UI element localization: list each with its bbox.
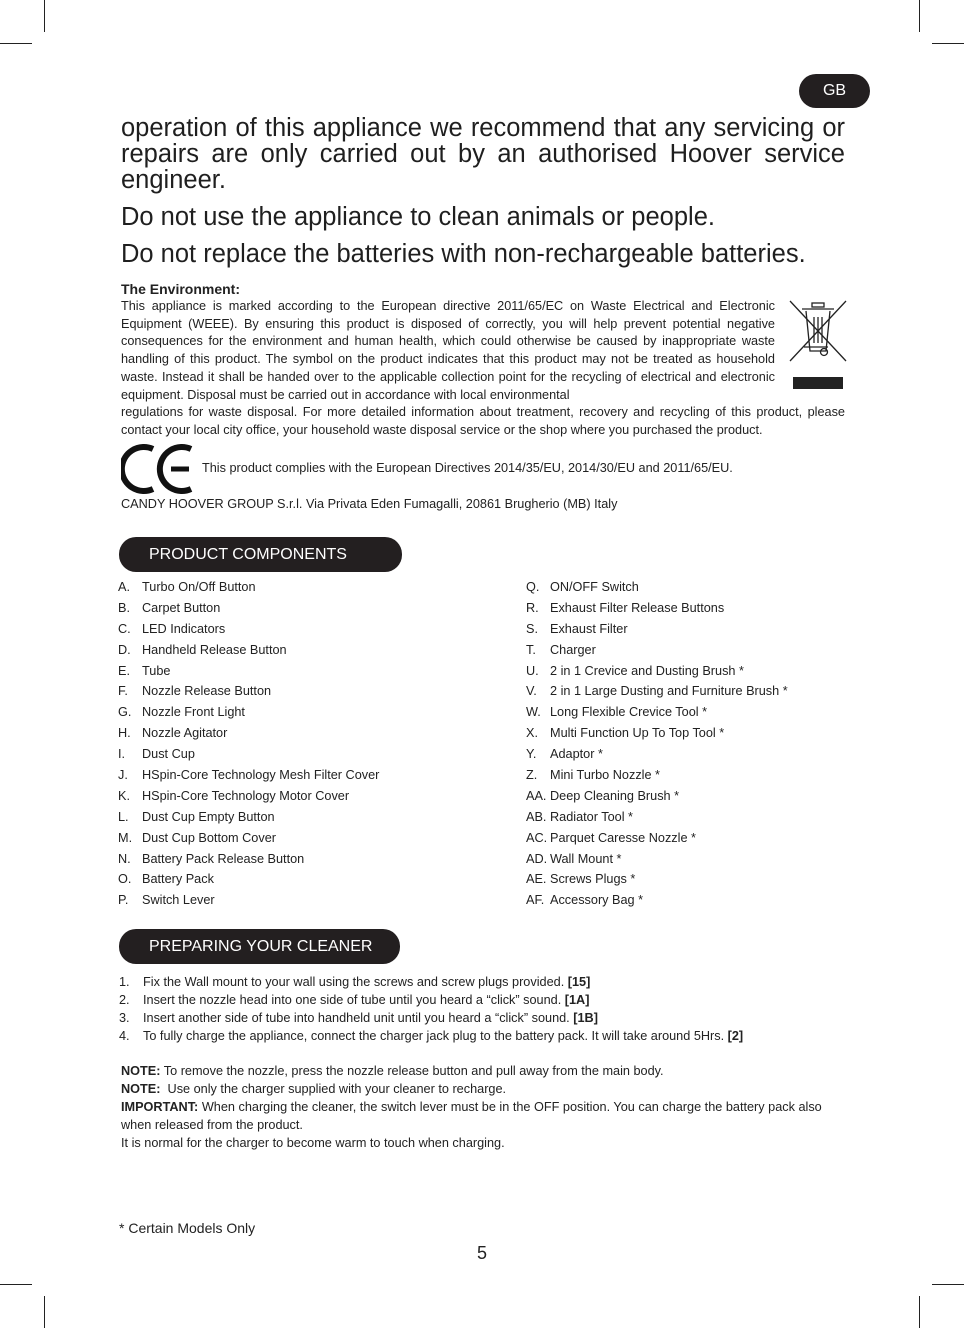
list-item [526, 828, 788, 849]
note-label: NOTE: [121, 1064, 161, 1078]
notes-block [121, 1062, 851, 1152]
list-item [118, 807, 379, 828]
item-label: Turbo On/Off Button [142, 580, 256, 594]
crop-mark [44, 0, 45, 32]
item-letter: W. [526, 705, 541, 720]
list-item [526, 869, 788, 890]
step-figure-ref: [1B] [573, 1011, 598, 1025]
note-text: Use only the charger supplied with your cleaner to recharge. [160, 1082, 507, 1096]
step-number: 1. [119, 975, 130, 989]
list-item [118, 661, 379, 682]
crop-mark [44, 1296, 45, 1328]
ce-mark-icon [121, 441, 199, 497]
item-label: 2 in 1 Crevice and Dusting Brush * [550, 663, 744, 678]
language-badge: GB [799, 74, 870, 108]
item-label: LED Indicators [142, 621, 226, 636]
step-text: Insert another side of tube into handheld unit until you heard a “click” sound. [143, 1011, 574, 1025]
important-text: When charging the cleaner, the switch lever must be in the OFF position. You can charge the battery pack also when released from the product. [121, 1100, 822, 1132]
list-item [118, 619, 379, 640]
item-letter: A. [118, 580, 130, 594]
list-item [526, 849, 788, 870]
item-letter: J. [118, 768, 128, 783]
list-item [526, 890, 788, 911]
item-label: ON/OFF Switch [550, 580, 639, 594]
list-item [118, 828, 379, 849]
list-item [118, 869, 379, 890]
footnote: * Certain Models Only [119, 1220, 256, 1236]
components-list-right [526, 577, 788, 911]
item-letter: AA. [526, 788, 547, 803]
company-address: CANDY HOOVER GROUP S.r.l. Via Privata Eden Fumagalli, 20861 Brugherio (MB) Italy [121, 497, 618, 511]
item-label: Charger [550, 642, 596, 657]
item-letter: V. [526, 684, 537, 699]
environment-text-bottom: regulations for waste disposal. For more detailed information about treatment, recovery and recycling of this product, please contact your local city office, your household waste disposal service or the shop where you purchased the product. [121, 405, 845, 437]
item-label: Deep Cleaning Brush * [550, 788, 680, 803]
item-letter: L. [118, 809, 129, 824]
weee-bin-icon [786, 299, 848, 391]
step-number: 2. [119, 993, 130, 1007]
list-item [526, 723, 788, 744]
item-label: Parquet Caresse Nozzle * [550, 830, 696, 845]
components-list-left [118, 577, 379, 911]
item-label: Nozzle Front Light [142, 705, 245, 720]
item-label: Long Flexible Crevice Tool * [550, 705, 708, 720]
item-letter: B. [118, 600, 130, 615]
list-item [118, 744, 379, 765]
item-label: Battery Pack Release Button [142, 851, 305, 866]
crop-mark [932, 43, 964, 44]
item-letter: F. [118, 684, 128, 699]
list-item [526, 577, 788, 598]
step-text: Fix the Wall mount to your wall using the screws and screw plugs provided. [143, 975, 568, 989]
item-letter: I. [118, 747, 126, 762]
item-letter: H. [118, 726, 131, 741]
item-label: Handheld Release Button [142, 642, 287, 657]
item-label: Accessory Bag * [550, 893, 644, 908]
item-letter: O. [118, 872, 132, 887]
item-letter: G. [118, 705, 132, 720]
item-letter: AD. [526, 851, 548, 866]
item-letter: C. [118, 621, 131, 636]
item-label: Dust Cup Bottom Cover [142, 830, 276, 845]
item-letter: S. [526, 621, 538, 636]
list-item [526, 744, 788, 765]
environment-title: The Environment: [121, 281, 241, 297]
safety-animals-text: Do not use the appliance to clean animals or people. [121, 203, 715, 231]
list-item [118, 849, 379, 870]
item-letter: AC. [526, 830, 548, 845]
crop-mark [0, 1284, 32, 1285]
item-letter: T. [526, 642, 536, 657]
note-important [121, 1098, 851, 1134]
item-letter: D. [118, 642, 131, 657]
item-label: Tube [142, 663, 171, 678]
item-label: Adaptor * [550, 747, 603, 762]
list-item [118, 890, 379, 911]
step-number: 3. [119, 1011, 130, 1025]
list-item [118, 786, 379, 807]
crop-mark [919, 0, 920, 32]
item-letter: U. [526, 663, 539, 678]
item-letter: Y. [526, 747, 537, 762]
item-letter: Z. [526, 768, 538, 783]
list-item [118, 640, 379, 661]
compliance-text: This product complies with the European Directives 2014/35/EU, 2014/30/EU and 2011/65/EU. [202, 461, 733, 475]
page-number: 5 [476, 1243, 487, 1263]
item-letter: P. [118, 893, 129, 908]
item-letter: E. [118, 663, 130, 678]
note-remove-nozzle [121, 1062, 851, 1080]
step-number: 4. [119, 1029, 130, 1043]
list-item [118, 702, 379, 723]
list-item [526, 702, 788, 723]
item-letter: R. [526, 600, 539, 615]
item-label: Multi Function Up To Top Tool * [550, 726, 725, 741]
note-label: NOTE: [121, 1082, 161, 1096]
list-item [119, 1027, 743, 1045]
product-components-heading: PRODUCT COMPONENTS [119, 537, 402, 572]
item-letter: K. [118, 788, 130, 803]
item-label: Dust Cup Empty Button [142, 809, 275, 824]
step-text: Insert the nozzle head into one side of tube until you heard a “click” sound. [143, 993, 565, 1007]
note-charger-warm: It is normal for the charger to become warm to touch when charging. [121, 1136, 505, 1150]
item-label: Exhaust Filter [550, 621, 628, 636]
list-item [118, 681, 379, 702]
item-letter: N. [118, 851, 131, 866]
item-label: Wall Mount * [550, 851, 622, 866]
item-letter: X. [526, 726, 538, 741]
step-figure-ref: [2] [727, 1029, 744, 1043]
step-text: To fully charge the appliance, connect the charger jack plug to the battery pack. It will take around 5Hrs. [143, 1029, 728, 1043]
note-charger [121, 1080, 851, 1098]
item-label: Battery Pack [142, 872, 214, 887]
item-label: Nozzle Agitator [142, 726, 228, 741]
list-item [526, 807, 788, 828]
crop-mark [0, 43, 32, 44]
item-label: Mini Turbo Nozzle * [550, 768, 660, 783]
step-figure-ref: [15] [567, 975, 591, 989]
list-item [526, 661, 788, 682]
list-item [526, 640, 788, 661]
list-item [526, 765, 788, 786]
preparing-steps-list [119, 973, 743, 1045]
list-item [118, 723, 379, 744]
item-label: Dust Cup [142, 747, 195, 762]
item-label: Radiator Tool * [550, 809, 633, 824]
list-item [118, 598, 379, 619]
item-label: Switch Lever [142, 893, 215, 908]
item-label: HSpin-Core Technology Mesh Filter Cover [142, 768, 380, 783]
list-item [526, 619, 788, 640]
list-item [119, 991, 743, 1009]
list-item [526, 786, 788, 807]
item-label: Exhaust Filter Release Buttons [550, 600, 725, 615]
item-letter: AE. [526, 872, 547, 887]
list-item [119, 1009, 743, 1027]
item-label: Screws Plugs * [550, 872, 636, 887]
safety-servicing-text: operation of this appliance we recommend that any servicing or repairs are only carried out by an authorised Hoover service engineer. [121, 114, 845, 194]
item-letter: AF. [526, 893, 545, 908]
crop-mark [919, 1296, 920, 1328]
preparing-cleaner-heading: PREPARING YOUR CLEANER [119, 929, 400, 964]
item-letter: M. [118, 830, 133, 845]
important-label: IMPORTANT: [121, 1100, 199, 1114]
step-figure-ref: [1A] [564, 993, 590, 1007]
list-item [526, 681, 788, 702]
list-item [118, 765, 379, 786]
note-text: To remove the nozzle, press the nozzle release button and pull away from the main body. [160, 1064, 664, 1078]
safety-batteries-text: Do not replace the batteries with non-rechargeable batteries. [121, 240, 806, 268]
crop-mark [932, 1284, 964, 1285]
item-letter: Q. [526, 580, 540, 594]
item-label: Carpet Button [142, 600, 221, 615]
environment-text-top: This appliance is marked according to the European directive 2011/65/EC on Waste Electrical and Electronic Equipment (WEEE). By ensuring this product is disposed of correctly, you will help prevent potential negative consequences for the environment and human health, which could otherwise be caused by inappropriate waste handling of this product. The symbol on the product indicates that this product may not be treated as household waste. Instead it shall be handed over to the applicable collection point for the recycling of electrical and electronic equipment. Disposal must be carried out in accordance with local environmental [121, 299, 775, 402]
list-item [119, 973, 743, 991]
list-item [118, 577, 379, 598]
list-item [526, 598, 788, 619]
item-label: HSpin-Core Technology Motor Cover [142, 788, 350, 803]
item-letter: AB. [526, 809, 547, 824]
item-label: 2 in 1 Large Dusting and Furniture Brush * [550, 684, 788, 699]
item-label: Nozzle Release Button [142, 684, 272, 699]
